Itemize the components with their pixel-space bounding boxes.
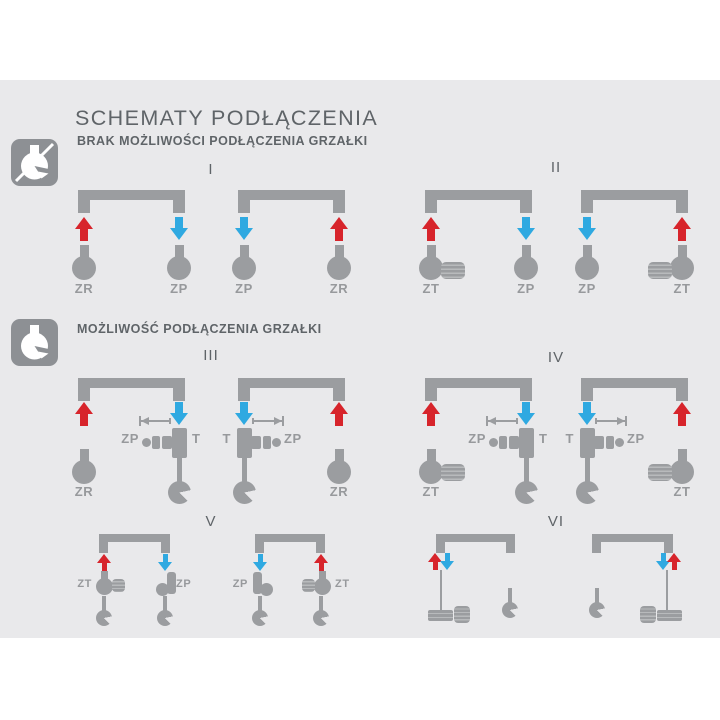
pipe-bracket	[238, 378, 345, 401]
tee-branch-icon	[509, 436, 519, 449]
connector-icon	[263, 436, 271, 449]
thermo-head-icon	[648, 262, 672, 279]
tee-label: T	[222, 431, 231, 446]
valve-icon	[167, 245, 191, 280]
valve-label: ZT	[673, 484, 691, 499]
blue-down-arrow-icon	[158, 554, 172, 571]
valve-label: ZT	[422, 484, 440, 499]
page-title: SCHEMATY PODŁĄCZENIA	[75, 106, 379, 130]
connector-icon	[499, 436, 507, 449]
heater-plug-icon	[96, 596, 112, 626]
valve-icon	[327, 449, 351, 484]
blue-down-arrow-icon	[440, 553, 454, 570]
heater-plug-icon	[576, 458, 599, 504]
valve-label: ZR	[74, 484, 94, 499]
blue-down-arrow-icon	[517, 402, 535, 426]
pipe-bracket	[581, 190, 688, 213]
thermo-head-icon	[441, 262, 465, 279]
red-up-arrow-icon	[75, 402, 93, 426]
connector-ball-icon	[142, 438, 151, 447]
valve-label: ZP	[517, 281, 535, 296]
valve-icon	[575, 245, 599, 280]
section-no-heater-subtitle: BRAK MOŻLIWOŚCI PODŁĄCZENIA GRZAŁKI	[77, 134, 368, 148]
red-up-arrow-icon	[667, 553, 681, 570]
valve-icon	[419, 245, 443, 280]
tee-fitting-icon	[237, 428, 252, 458]
branch-label: ZP	[627, 431, 645, 446]
valve-icon	[670, 449, 694, 484]
offset-dimension-icon	[486, 420, 518, 422]
heater-plug-icon	[589, 588, 605, 618]
connector-ball-icon	[272, 438, 281, 447]
pipe-bracket	[99, 534, 170, 553]
red-up-arrow-icon	[75, 217, 93, 241]
thermo-head-icon	[648, 464, 672, 481]
heater-plug-icon	[252, 596, 268, 626]
tee-fitting-icon	[580, 428, 595, 458]
valve-icon	[670, 245, 694, 280]
tee-label: T	[192, 431, 201, 446]
pipe-bracket	[78, 378, 185, 401]
heater-plug-icon	[515, 458, 538, 504]
valve-label: ZT	[335, 578, 350, 590]
valve-icon	[232, 245, 256, 280]
pipe-bracket	[425, 190, 532, 213]
valve-icon	[72, 245, 96, 280]
pipe-bracket	[78, 190, 185, 213]
heating-element-icon	[428, 606, 470, 627]
tee-branch-icon	[251, 436, 261, 449]
heater-icon	[11, 319, 58, 366]
red-up-arrow-icon	[673, 217, 691, 241]
heater-plug-icon	[168, 458, 191, 504]
blue-down-arrow-icon	[253, 554, 267, 571]
valve-label: ZP	[578, 281, 596, 296]
tee-fitting-icon	[519, 428, 534, 458]
diagram-iii-numeral: III	[203, 347, 219, 364]
connector-icon	[152, 436, 160, 449]
red-up-arrow-icon	[673, 402, 691, 426]
branch-label: ZP	[121, 431, 139, 446]
thermo-valve-icon	[96, 571, 125, 595]
valve-label: ZT	[422, 281, 440, 296]
valve-label: ZT	[673, 281, 691, 296]
offset-dimension-icon	[252, 420, 284, 422]
tee-label: T	[539, 431, 548, 446]
diagram-i-numeral: I	[208, 161, 214, 178]
red-up-arrow-icon	[422, 217, 440, 241]
blue-down-arrow-icon	[170, 217, 188, 241]
tee-branch-icon	[162, 436, 172, 449]
pipe-bracket	[238, 190, 345, 213]
diagram-iv-numeral: IV	[547, 349, 565, 366]
blue-down-arrow-icon	[578, 402, 596, 426]
valve-icon	[327, 245, 351, 280]
connector-icon	[606, 436, 614, 449]
pipe-bracket	[425, 378, 532, 401]
valve-label: ZP	[170, 281, 188, 296]
valve-label: ZP	[176, 578, 192, 590]
valve-icon	[72, 449, 96, 484]
red-up-arrow-icon	[97, 554, 111, 571]
valve-label: ZR	[74, 281, 94, 296]
thermo-head-icon	[441, 464, 465, 481]
blue-down-arrow-icon	[170, 402, 188, 426]
thermo-valve-icon	[302, 571, 331, 595]
tee-fitting-icon	[172, 428, 187, 458]
pipe-bracket	[436, 534, 515, 553]
blue-down-arrow-icon	[578, 217, 596, 241]
heater-crossed-icon	[11, 139, 58, 186]
diagram-ii-numeral: II	[550, 159, 562, 176]
valve-label: ZP	[232, 578, 248, 590]
corner-valve-icon	[253, 572, 273, 596]
branch-label: ZP	[468, 431, 486, 446]
offset-dimension-icon	[595, 420, 627, 422]
red-up-arrow-icon	[330, 402, 348, 426]
diagram-vi-numeral: VI	[547, 513, 565, 530]
red-up-arrow-icon	[422, 402, 440, 426]
diagram-v-numeral: V	[205, 513, 217, 530]
blue-down-arrow-icon	[235, 217, 253, 241]
heating-element-icon	[640, 606, 682, 627]
tee-branch-icon	[594, 436, 604, 449]
pipe-line	[666, 570, 668, 611]
branch-label: ZP	[284, 431, 302, 446]
red-up-arrow-icon	[330, 217, 348, 241]
corner-valve-icon	[156, 572, 176, 596]
section-heater-subtitle: MOŻLIWOŚĆ PODŁĄCZENIA GRZAŁKI	[77, 322, 322, 336]
heater-plug-icon	[502, 588, 518, 618]
connector-ball-icon	[615, 438, 624, 447]
tee-label: T	[565, 431, 574, 446]
heater-plug-icon	[313, 596, 329, 626]
heater-plug-icon	[157, 596, 173, 626]
offset-dimension-icon	[139, 420, 171, 422]
heater-plug-icon	[233, 458, 256, 504]
valve-label: ZR	[329, 484, 349, 499]
valve-label: ZP	[235, 281, 253, 296]
pipe-bracket	[592, 534, 673, 553]
valve-label: ZR	[329, 281, 349, 296]
valve-label: ZT	[77, 578, 92, 590]
blue-down-arrow-icon	[517, 217, 535, 241]
blue-down-arrow-icon	[235, 402, 253, 426]
valve-icon	[419, 449, 443, 484]
pipe-line	[440, 570, 442, 611]
connector-ball-icon	[489, 438, 498, 447]
valve-icon	[514, 245, 538, 280]
pipe-bracket	[255, 534, 325, 553]
red-up-arrow-icon	[314, 554, 328, 571]
pipe-bracket	[581, 378, 688, 401]
